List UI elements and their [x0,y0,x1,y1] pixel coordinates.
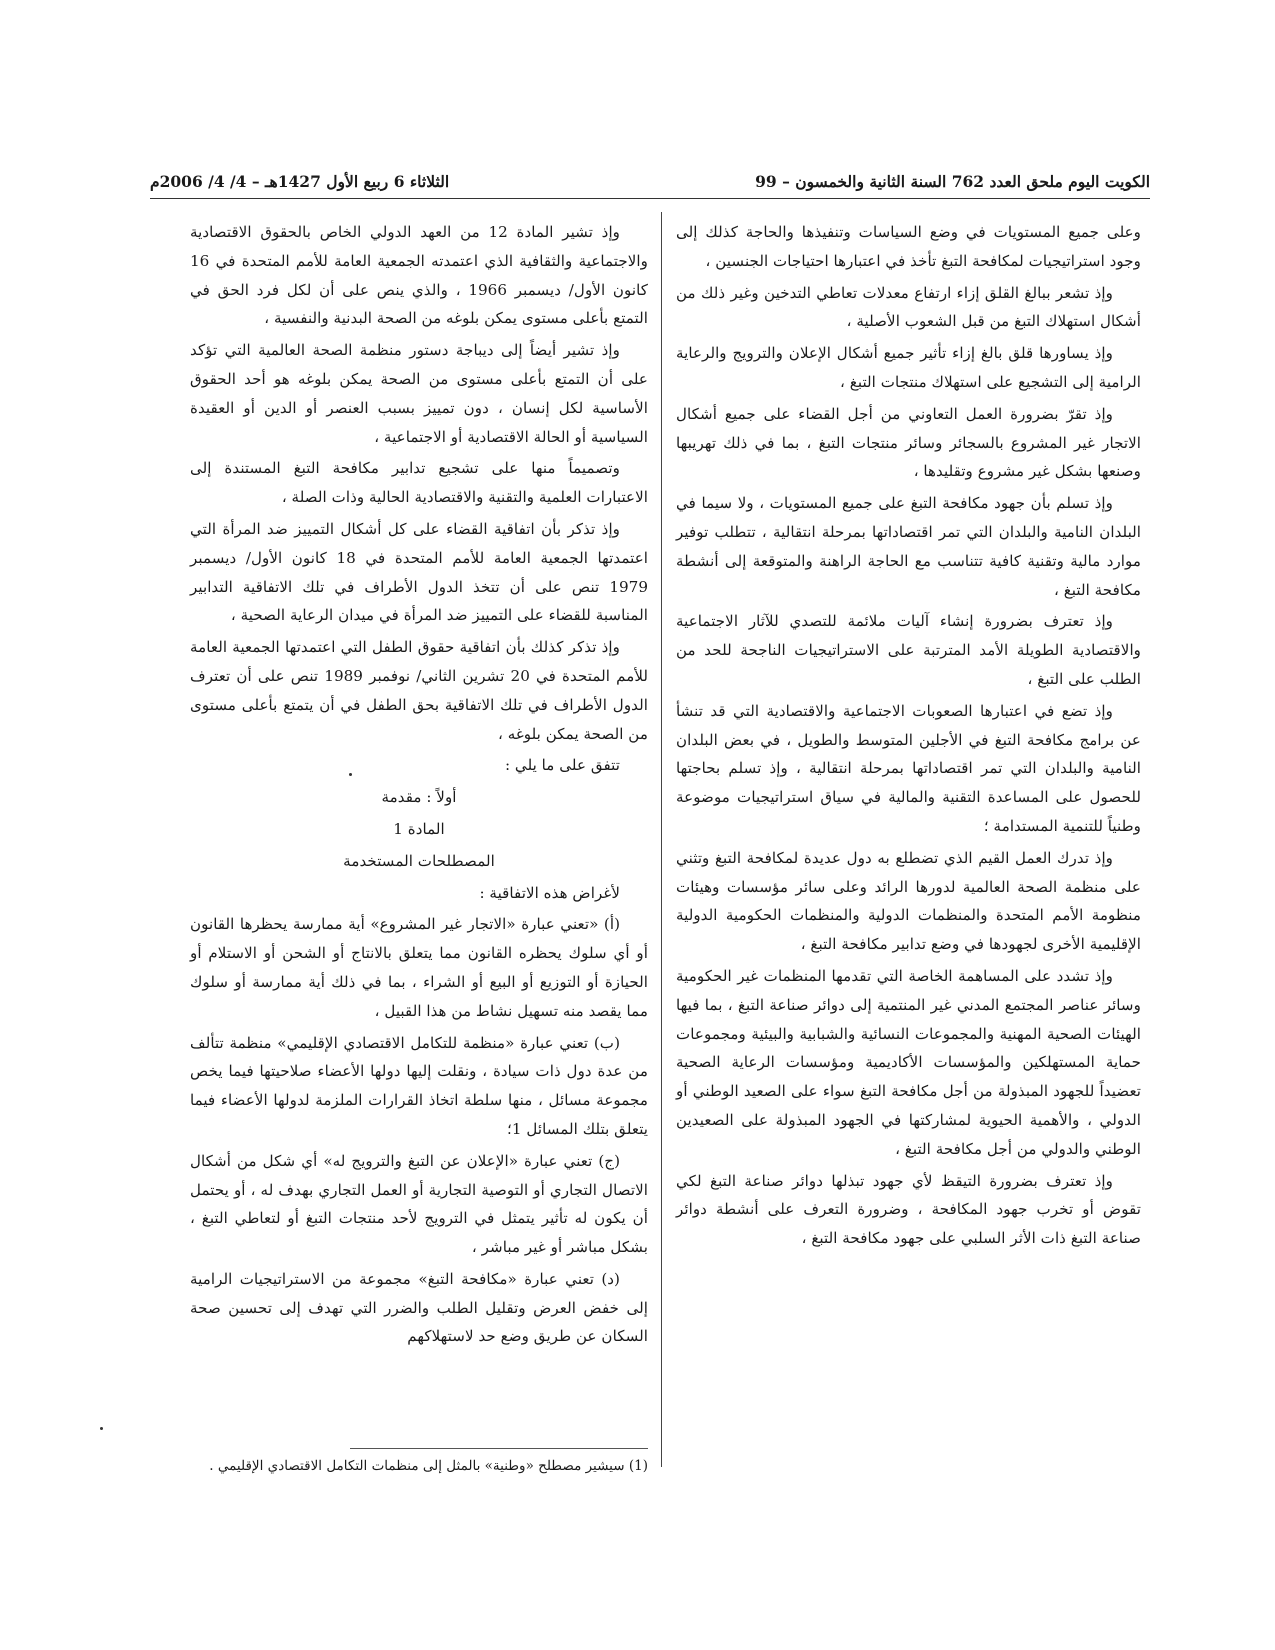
footnote: (1) سيشير مصطلح «وطنية» بالمثل إلى منظمات التكامل الاقتصادي الإقليمي . [209,1458,648,1474]
definition-item: (ب) تعني عبارة «منظمة للتكامل الاقتصادي الإقليمي» منظمة تتألف من عدة دول ذات سيادة ، ونقلت إليها دولها الأعضاء صلاحيتها فيما يخص مجموعة مسائل ، منها سلطة اتخاذ القرارات الملزمة لدولها الأعضاء فيما يتعلق بتلك المسائل 1؛ [190,1033,648,1138]
paragraph: وعلى جميع المستويات في وضع السياسات وتنفيذها والحاجة كذلك إلى وجود استراتيجيات لمكافحة التبغ تأخذ في اعتبارها احتياجات الجنسين ، [676,223,1141,270]
right-column [676,218,1141,1256]
header-rule [150,198,1150,199]
paragraph: وإذ تقرّ بضرورة العمل التعاوني من أجل القضاء على جميع أشكال الاتجار غير المشروع بالسجائر وسائر منتجات التبغ ، بما في ذلك تهريبها وصنعها بشكل غير مشروع وتقليدها ، [676,404,1141,481]
header-issue-info: الكويت اليوم ملحق العدد 762 السنة الثانية والخمسون – 99 [755,172,1150,191]
article-title: المادة 1 [393,819,445,838]
part-title: أولاً : مقدمة [381,788,457,807]
definition-item: (ج) تعني عبارة «الإعلان عن التبغ والترويج له» أي شكل من أشكال الاتصال التجاري أو التوصية التجارية أو العمل التجاري بهدف له ، أو يحتمل أن يكون له تأثير يتمثل في الترويج لأحد منتجات التبغ أو لتعاطي التبغ ، بشكل مباشر أو غير مباشر ، [190,1151,648,1257]
header-date: الثلاثاء 6 ربيع الأول 1427هـ – 4/ 4/ 2006م [150,172,450,191]
paragraph: وإذ تعترف بضرورة التيقظ لأي جهود تبذلها دوائر صناعة التبغ لكي تقوض أو تخرب جهود المكافحة ، وضرورة التعرف على أنشطة دوائر صناعة التبغ ذات الأثر السلبي على جهود مكافحة التبغ ، [676,1171,1141,1248]
paragraph: وتصميماً منها على تشجيع تدابير مكافحة التبغ المستندة إلى الاعتبارات العلمية والتقنية والاقتصادية الحالية وذات الصلة ، [190,459,648,507]
page-header [150,172,1150,198]
paragraph: وإذ تذكر كذلك بأن اتفاقية حقوق الطفل التي اعتمدتها الجمعية العامة للأمم المتحدة في 20 تشرين الثاني/ نوفمبر 1989 تنص على أن تعترف الدول الأطراف في تلك الاتفاقية بحق الطفل في أن يتمتع بأعلى مستوى من الصحة يمكن بلوغه ، [190,638,649,743]
scan-speck [100,1427,103,1430]
article-subtitle: المصطلحات المستخدمة [343,851,495,870]
paragraph: وإذ تعترف بضرورة إنشاء آليات ملائمة للتصدي للآثار الاجتماعية والاقتصادية الطويلة الأمد المترتبة على الاستراتيجيات الناجحة للحد من الطلب على التبغ ، [676,612,1141,688]
left-column [190,218,648,1354]
paragraph: وإذ يساورها قلق بالغ إزاء تأثير جميع أشكال الإعلان والترويج والرعاية الرامية إلى التشجيع على استهلاك منتجات التبغ ، [676,344,1141,391]
column-divider [661,212,662,1467]
paragraph: وإذ تسلم بأن جهود مكافحة التبغ على جميع المستويات ، ولا سيما في البلدان النامية والبلدان التي تمر اقتصاداتها بمرحلة انتقالية ، تتطلب توفير موارد مالية وتقنية كافية تتناسب مع الحاجة الراهنة والمتوقعة إلى أنشطة مكافحة التبغ ، [676,494,1141,599]
paragraph: وإذ تدرك العمل القيم الذي تضطلع به دول عديدة لمكافحة التبغ وتثني على منظمة الصحة العالمية لدورها الرائد وعلى سائر مؤسسات وهيئات منظومة الأمم المتحدة والمنظمات الدولية والمنظمات الحكومية الدولية الإقليمية الأخرى لجهودها في وضع تدابير مكافحة التبغ ، [676,848,1141,954]
footnote-rule [350,1448,648,1449]
paragraph: وإذ تذكر بأن اتفاقية القضاء على كل أشكال التمييز ضد المرأة التي اعتمدتها الجمعية العامة للأمم المتحدة في 18 كانون الأول/ ديسمبر 1979 تنص على أن تتخذ الدول الأطراف في تلك الاتفاقية التدابير المناسبة للقضاء على التمييز ضد المرأة في ميدان الرعاية الصحية ، [190,519,648,625]
paragraph: وإذ تشير المادة 12 من العهد الدولي الخاص بالحقوق الاقتصادية والاجتماعية والثقافية الذي اعتمدته الجمعية العامة للأمم المتحدة في 16 كانون الأول/ ديسمبر 1966 ، والذي ينص على أن لكل فرد الحق في التمتع بأعلى مستوى يمكن بلوغه من الصحة البدنية والنفسية ، [190,223,648,328]
paragraph: وإذ تضع في اعتبارها الصعوبات الاجتماعية والاقتصادية التي قد تنشأ عن برامج مكافحة التبغ في الأجلين المتوسط والطويل ، في بعض البلدان النامية والبلدان التي تمر اقتصاداتها بمرحلة انتقالية ، وإذ تسلم بحاجتها للحصول على المساعدة التقنية والمالية في سياق استراتيجيات موضوعة وطنياً للتنمية المستدامة ؛ [676,701,1141,835]
agreement-line: تتفق على ما يلي : [504,756,620,775]
paragraph: وإذ تشدد على المساهمة الخاصة التي تقدمها المنظمات غير الحكومية وسائر عناصر المجتمع المدني غير المنتمية إلى دوائر صناعة التبغ ، بما فيها الهيئات الصحية المهنية والمجموعات النسائية والشبابية والبيئية ومجموعات حماية المستهلكين والمؤسسات الأكاديمية ومؤسسات الرعاية الصحية تعضيداً للجهود المبذولة من أجل مكافحة التبغ سواء على الصعيد الوطني أو الدولي ، والأهمية الحيوية لمشاركتها في الجهود المبذولة على الصعيدين الوطني والدولي من أجل مكافحة التبغ ، [676,966,1141,1158]
definition-item: (أ) «تعني عبارة «الاتجار غير المشروع» أية ممارسة يحظرها القانون أو أي سلوك يحظره القانون مما يتعلق بالانتاج أو الشحن أو الاستلام أو الحيازة أو التوزيع أو البيع أو الشراء ، بما في ذلك أية ممارسة أو سلوك مما يقصد منه تسهيل نشاط من هذا القبيل ، [190,915,648,1020]
paragraph: وإذ تشير أيضاً إلى ديباجة دستور منظمة الصحة العالمية التي تؤكد على أن التمتع بأعلى مستوى من الصحة يمكن بلوغه هو أحد الحقوق الأساسية لكل إنسان ، دون تمييز بسبب العنصر أو الدين أو العقيدة السياسية أو الحالة الاقتصادية أو الاجتماعية ، [190,341,648,446]
paragraph: وإذ تشعر ببالغ القلق إزاء ارتفاع معدلات تعاطي التدخين وغير ذلك من أشكال استهلاك التبغ من قبل الشعوب الأصلية ، [676,283,1141,331]
definition-item: (د) تعني عبارة «مكافحة التبغ» مجموعة من الاستراتيجيات الرامية إلى خفض العرض وتقليل الطلب والضرر التي تهدف إلى تحسين صحة السكان عن طريق وضع حد لاستهلاكهم [190,1269,648,1346]
definitions-intro: لأغراض هذه الاتفاقية : [479,883,620,902]
scan-speck [349,773,352,776]
